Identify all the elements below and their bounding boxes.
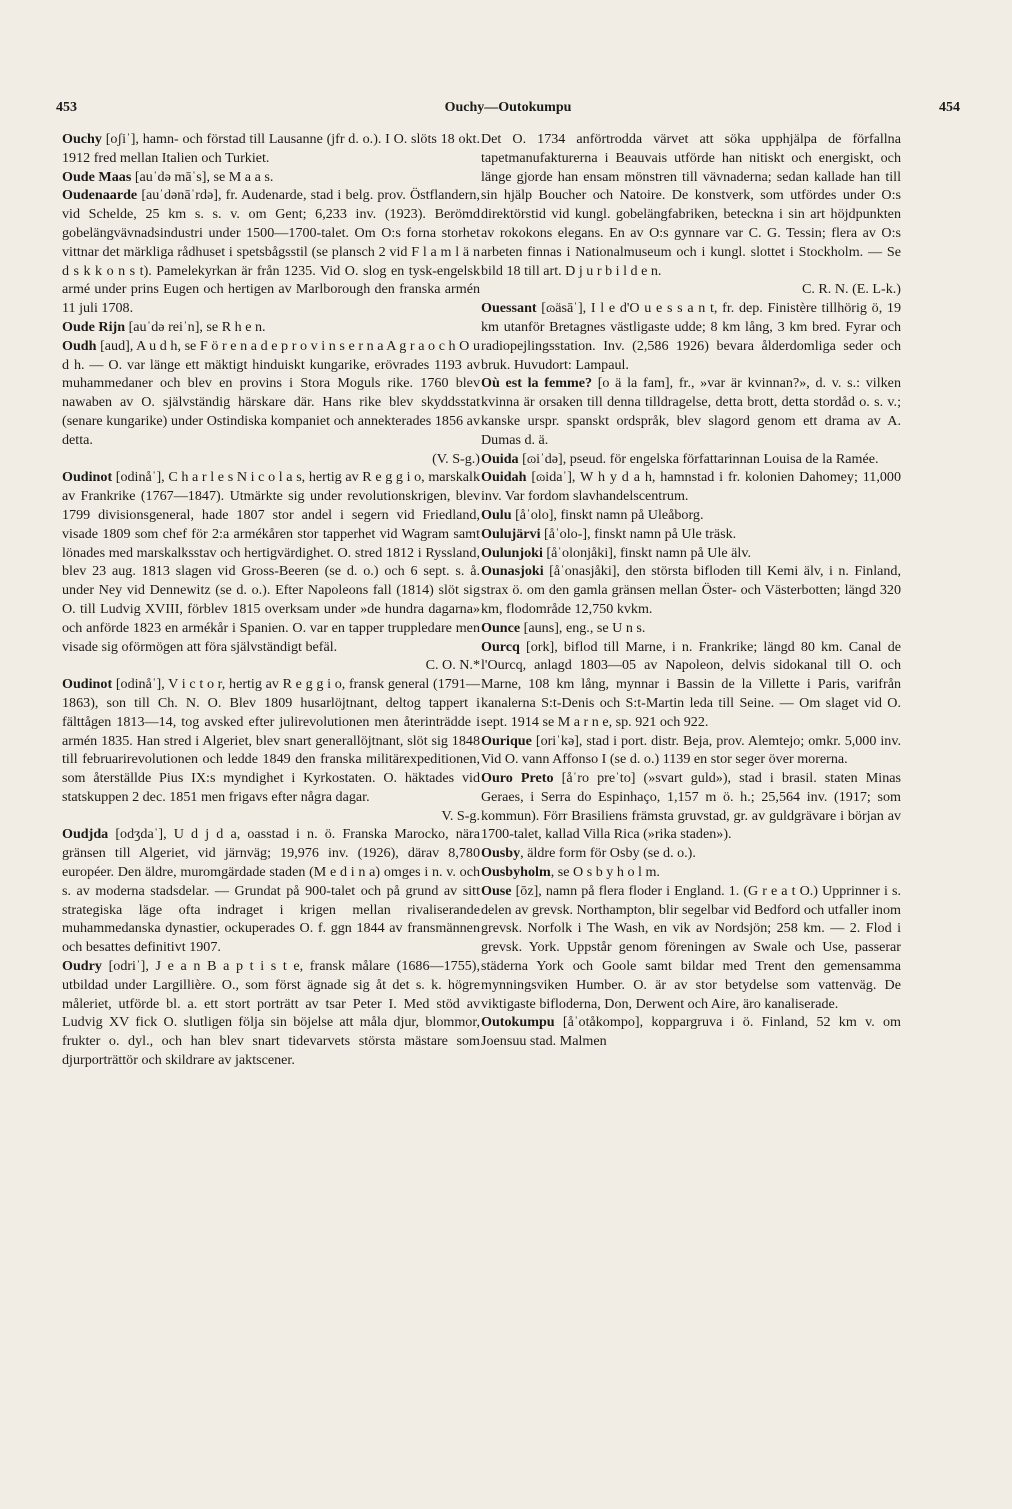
dictionary-entry — [481, 619, 901, 638]
entry-headword: Ousby — [481, 845, 521, 862]
entry-text: [åˈolo-], finskt namn på Ule träsk. — [540, 525, 737, 542]
entry-text: [ɷidaˈ], W h y d a h, hamnstad i fr. kolonien Dahomey; 11,000 inv. Var fordom slavhandelscentrum. — [481, 469, 901, 505]
entry-headword: Oudjda — [62, 826, 109, 843]
entry-headword: Ounce — [481, 619, 521, 636]
entry-headword: Oudenaarde — [62, 187, 138, 204]
entry-headword: Outokumpu — [481, 1014, 555, 1031]
entry-text: [auns], eng., se U n s. — [520, 619, 646, 636]
dictionary-entry — [62, 130, 480, 168]
entry-signature: C. O. N.* — [425, 657, 480, 674]
entry-headword: Ourcq — [481, 638, 520, 655]
dictionary-entry — [62, 337, 480, 450]
entry-text: [auˈdə reiˈn], se R h e n. — [125, 318, 266, 335]
entry-headword: Ouchy — [62, 131, 102, 147]
entry-text: Det O. 1734 anförtrodda värvet att söka upphjälpa de förfallna tapetmanufakturerna i Beauvais utförde han nitiskt och energiskt, och länge gjorde han ensam mönstren till vävnaderna; sedan kallade han till sin hjälp Boucher och Natoire. De konstverk, som utfördes under O:s direktörstid vid kungl. gobelängfabriken, betecknа i sin art höjdpunkten av rokokons elegans. En av O:s gynnare var C. G. Tessin; flera av O:s arbeten finnas i Nationalmuseum och i kungl. slottet i Stockholm. — Se bild 18 till art. D j u r b i l d e n. — [481, 131, 901, 279]
dictionary-entry — [481, 844, 901, 863]
dictionary-entry — [481, 882, 901, 1014]
entry-text: [auˈdənāˈrdə], fr. Audenarde, stad i belg. prov. Östflandern, vid Schelde, 25 km s. s. v. om Gent; 6,233 inv. (1923). Berömd gobelängvävnadsindustri under 1500—1700-talet. Om O:s forna storhet vittnar det märkliga rådhuset i spetsbågsstil (se plansch 2 vid F l a m l ä n d s k k o n s t). Pamelekyrkan är från 1235. Vid O. slog en tysk-engelsk armé under prins Eugen och hertigen av Marlborough den franska armén 11 juli 1708. — [62, 187, 480, 317]
entry-text: [åˈro preˈto] (»svart guld»), stad i brasil. staten Minas Geraes, i Serra do Espinhaço, 1,157 m ö. h.; 25,564 inv. (1917; som kommun). Förr Brasiliens främsta gruvstad, gr. av guldgrävare i början av 1700-talet, kallad Villa Rica (»rika staden»). — [481, 770, 901, 843]
entry-headword: Oulujärvi — [481, 525, 541, 542]
entry-text: , se O s b y h o l m. — [550, 864, 660, 881]
right-column — [481, 130, 901, 1051]
entry-signature: C. R. N. (E. L-k.) — [801, 281, 901, 298]
entry-text: [oʃiˈ], hamn- och förstad till Lausanne (jfr d. o.). I O. slöts 18 okt. 1912 fred mellan Italien och Turkiet. — [62, 131, 480, 166]
dictionary-entry — [62, 168, 480, 187]
dictionary-entry — [62, 318, 480, 337]
entry-headword: Oudinot — [62, 676, 113, 693]
entry-headword: Oudh — [62, 337, 97, 354]
dictionary-entry — [62, 468, 480, 656]
entry-headword: Oudry — [62, 958, 102, 975]
entry-signature: V. S-g. — [441, 807, 480, 824]
entry-headword: Oude Maas — [62, 168, 132, 185]
entry-headword: Ounasjoki — [481, 563, 544, 580]
entry-headword: Ouro Preto — [481, 770, 554, 787]
page-number-left: 453 — [56, 100, 77, 115]
dictionary-entry — [481, 506, 901, 525]
dictionary-entry — [481, 374, 901, 449]
page-title: Ouchy—Outokumpu — [444, 100, 572, 115]
entry-text: [åˈonasjåki], den största bifloden till Kemi älv, i n. Finland, strax ö. om den gamla gränsen mellan Öster- och Västerbotten; längd 320 km, flodområde 12,750 kvkm. — [481, 563, 901, 617]
dictionary-entry — [62, 186, 480, 318]
entry-headword: Où est la femme? — [481, 375, 593, 392]
entry-headword: Ouida — [481, 450, 519, 467]
entry-text: [ōz], namn på flera floder i England. 1. (G r e a t O.) Upprinner i s. delen av grevsk. Northampton, blir segelbar vid Bedford och utfaller inom grevsk. Norfolk i The Wash, en vik av Nordsjön; 258 km. — 2. Flod i grevsk. York. Uppstår genom föreningen av Swale och Use, passerar städerna York och Goole samt bildar med Trent den gemensamma mynningsviken Humber. O. är av stor betydelse som vattenväg. De viktigaste bifloderna, Don, Derwent och Aire, äro kanaliserade. — [481, 882, 901, 1012]
entry-headword: Ousbyholm — [481, 864, 551, 881]
dictionary-entry — [481, 769, 901, 844]
entry-headword: Ouessant — [481, 300, 537, 317]
dictionary-entry — [481, 299, 901, 374]
dictionary-entry — [481, 638, 901, 732]
dictionary-entry — [62, 675, 480, 807]
dictionary-entry — [481, 525, 901, 544]
dictionary-entry — [481, 732, 901, 770]
entry-text: [oriˈkə], stad i port. distr. Beja, prov. Alemtejo; omkr. 5,000 inv. Vid O. vann Affonso I (se d. o.) 1139 en stor seger över morerna. — [481, 732, 901, 768]
entry-headword: Ouidah — [481, 469, 527, 486]
entry-text: [åˈotåkompo], koppargruva i ö. Finland, 52 km v. om Joensuu stad. Malmen — [481, 1014, 901, 1050]
dictionary-entry — [481, 450, 901, 469]
dictionary-entry — [481, 130, 901, 280]
dictionary-entry — [481, 544, 901, 563]
entry-text: [odriˈ], J e a n B a p t i s t e, fransk målare (1686—1755), utbildad under Largillière. O., som först ägnade sig åt det s. k. högre måleriet, utförde bl. a. ett stort porträtt av tsar Peter I. Med stöd av Ludvig XV fick O. slutligen följa sin böjelse att måla djur, blommor, frukter o. dyl., och han blev snart tidevarvets största mästare som djurporträttör och skildrare av jaktscener. — [62, 958, 480, 1069]
entry-headword: Oulu — [481, 506, 512, 523]
left-column — [62, 130, 480, 1070]
entry-text: [auˈdə māˈs], se M a a s. — [131, 168, 274, 185]
entry-text: [odʒdaˈ], U d j d a, oasstad i n. ö. Franska Marocko, nära gränsen till Algeriet, vid järnväg; 19,976 inv. (1926), därav 8,780 européer. Den äldre, muromgärdade staden (M e d i n a) omges i n. v. och s. av moderna stadsdelar. — Grundat på 900-talet och på grund av sitt strategiska läge ofta indraget i krigen mellan rivaliserande muhammedanska dynastier, ockuperades O. f. ggn 1844 av fransmännen och besattes definitivt 1907. — [62, 826, 480, 956]
entry-text: [aud], A u d h, se F ö r e n a d e p r o v i n s e r n a A g r a o c h O u d h. — O. var länge ett mäktigt hinduiskt kungarike, erövrades 1193 av muhammedaner och blev en provins i Stora Moguls rike. 1760 blev nawaben av O. självständig härskare där. Hans rike blev skyddsstat (senare kungarike) under Ostindiska kompaniet och annekterades 1856 av detta. — [62, 337, 480, 448]
dictionary-entry — [62, 825, 480, 957]
entry-text: [odinåˈ], V i c t o r, hertig av R e g g i o, fransk general (1791—1863), son till Ch. N. O. Blev 1809 husarlöjtnant, deltog tappert i fälttågen 1813—14, tog avsked efter julirevolutionen men återinträdde i armén 1835. Han stred i Algeriet, blev snart generallöjtnant, slöt sig 1848 till februarirevolutionen och ledde 1849 den franska militärexpeditionen, som återställde Pius IX:s myndighet i Kyrkostaten. O. häktades vid statskuppen 2 dec. 1851 men frigavs efter några dagar. — [62, 676, 480, 805]
entry-text: [ɷiˈdə], pseud. för engelska författarinnan Louisa de la Ramée. — [518, 450, 879, 467]
entry-text: [åˈolo], finskt namn på Uleåborg. — [511, 506, 704, 523]
entry-text: [o ä la fam], fr., »var är kvinnan?», d. v. s.: vilken kvinna är orsaken till denna tilldragelse, detta brott, detta stordåd o. s. v.; kanske urspr. spanskt ordspråk, blev slagord genom ett drama av A. Dumas d. ä. — [481, 375, 901, 448]
page-header — [56, 100, 960, 120]
entry-headword: Oulunjoki — [481, 544, 543, 561]
entry-headword: Ouse — [481, 882, 512, 899]
entry-text: [åˈolonjåki], finskt namn på Ule älv. — [542, 544, 751, 561]
dictionary-entry — [481, 1013, 901, 1051]
entry-text: [odinåˈ], C h a r l e s N i c o l a s, hertig av R e g g i o, marskalk av Frankrike (1767—1847). Utmärkte sig under revolutionskrigen, blev 1799 divisionsgeneral, hade 1807 stor andel i segern vid Friedland, visade 1809 som chef för 2:a armékåren stor tapperhet vid Wagram samt lönades med marskalksstav och hertigvärdighet. O. stred 1812 i Ryssland, blev 23 aug. 1813 slagen vid Gross-Beeren (se d. o.) och 6 sept. s. å. under Ney vid Dennewitz (se d. o.). Efter Napoleons fall (1814) slöt sig O. till Ludvig XVIII, förblev 1815 overksam under »de hundra dagarna» och anförde 1823 en armékår i Spanien. O. var en tapper truppledare men visade sig oförmögen att föra självständigt befäl. — [62, 469, 480, 655]
dictionary-entry — [481, 468, 901, 506]
entry-headword: Oude Rijn — [62, 318, 126, 335]
entry-text: , äldre form för Osby (se d. o.). — [520, 845, 696, 862]
entry-signature: (V. S-g.) — [432, 450, 480, 467]
dictionary-entry — [481, 562, 901, 618]
entry-headword: Oudinot — [62, 469, 113, 486]
entry-text: [ork], biflod till Marne, i n. Frankrike; längd 80 km. Canal de l'Ourcq, anlagd 1803—05 av Napoleon, delvis sidokanal till O. och Marne, 108 km lång, mynnar i Bassin de la Villette i Paris, varifrån kanalerna S:t-Denis och S:t-Martin leda till Seine. — Om slaget vid O. sept. 1914 se M a r n e, sp. 921 och 922. — [481, 638, 901, 730]
page-number-right: 454 — [939, 100, 960, 115]
dictionary-entry — [481, 863, 901, 882]
entry-headword: Ourique — [481, 732, 532, 749]
entry-text: [ɷäsāˈ], I l e d'O u e s s a n t, fr. dep. Finistère tillhörig ö, 19 km utanför Bretagnes västligaste udde; 8 km lång, 3 km bred. Fyrar och radiopejlingsstation. Inv. (2,586 1926) bevara ålderdomliga seder och bruk. Huvudort: Lampaul. — [481, 300, 901, 373]
dictionary-entry — [62, 957, 480, 1070]
